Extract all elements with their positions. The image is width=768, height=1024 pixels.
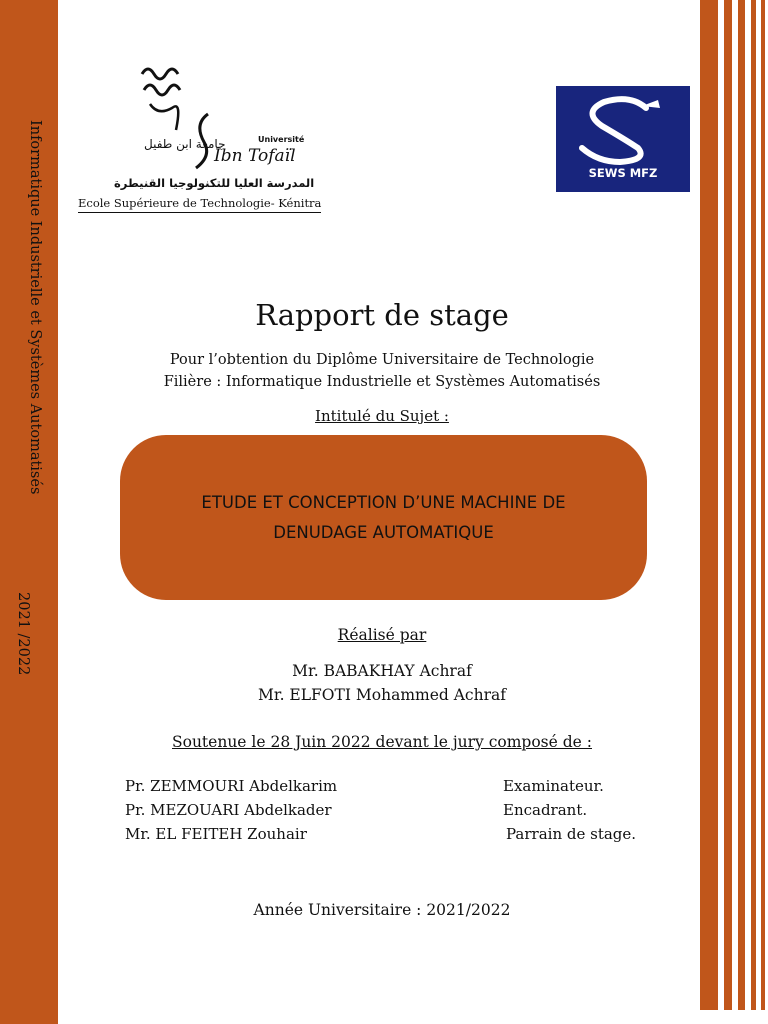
sidebar-year: 2021 /2022 [15,592,31,676]
sidebar-program: Informatique Industrielle et Systèmes Automatisés [27,120,43,495]
jury-member-role: Parrain de stage. [506,825,637,843]
authors-heading: Réalisé par [337,626,427,644]
university-label: Université [258,135,305,144]
university-arabic-name: جامعة ابن طفيل [144,137,226,151]
jury-member-role: Encadrant. [503,801,588,819]
right-stripes [700,0,768,1010]
subject-box [120,435,647,600]
stripe [761,0,765,1010]
subtitle-line-2: Filière : Informatique Industrielle et Systèmes Automatisés [163,374,601,390]
academic-year: Année Universitaire : 2021/2022 [253,901,511,919]
jury-member-role: Examinateur. [503,777,604,795]
subject-line-2: DENUDAGE AUTOMATIQUE [273,522,494,542]
stripe [724,0,732,1010]
sidebar-text [15,120,43,700]
author-name: Mr. BABAKHAY Achraf [292,662,472,680]
stripe [751,0,756,1010]
subject-heading: Intitulé du Sujet : [315,407,449,425]
stripe [738,0,745,1010]
school-french-name: Ecole Supérieure de Technologie- Kénitra [78,196,321,213]
subject-line-1: ETUDE ET CONCEPTION D’UNE MACHINE DE [201,492,566,512]
subtitle-line-1: Pour l’obtention du Diplôme Universitaire de Technologie [169,352,595,368]
jury-member-name: Pr. ZEMMOURI Abdelkarim [125,777,338,795]
jury-member-name: Mr. EL FEITEH Zouhair [125,825,307,843]
subject-text [149,488,619,548]
university-script-name: Ibn Tofaïl [214,146,296,166]
author-name: Mr. ELFOTI Mohammed Achraf [258,686,506,704]
jury-member-name: Pr. MEZOUARI Abdelkader [125,801,332,819]
university-logo [76,60,326,216]
company-logo [556,86,690,192]
page-title: Rapport de stage [255,298,509,332]
school-arabic-name: المدرسة العليا للتكنولوجيا القنيطرة [114,176,315,190]
sews-s-icon [556,86,690,166]
calligraphy-icon [134,60,194,140]
stripe [700,0,718,1010]
defense-heading: Soutenue le 28 Juin 2022 devant le jury composé de : [172,733,592,751]
company-name: SEWS MFZ [588,166,658,180]
